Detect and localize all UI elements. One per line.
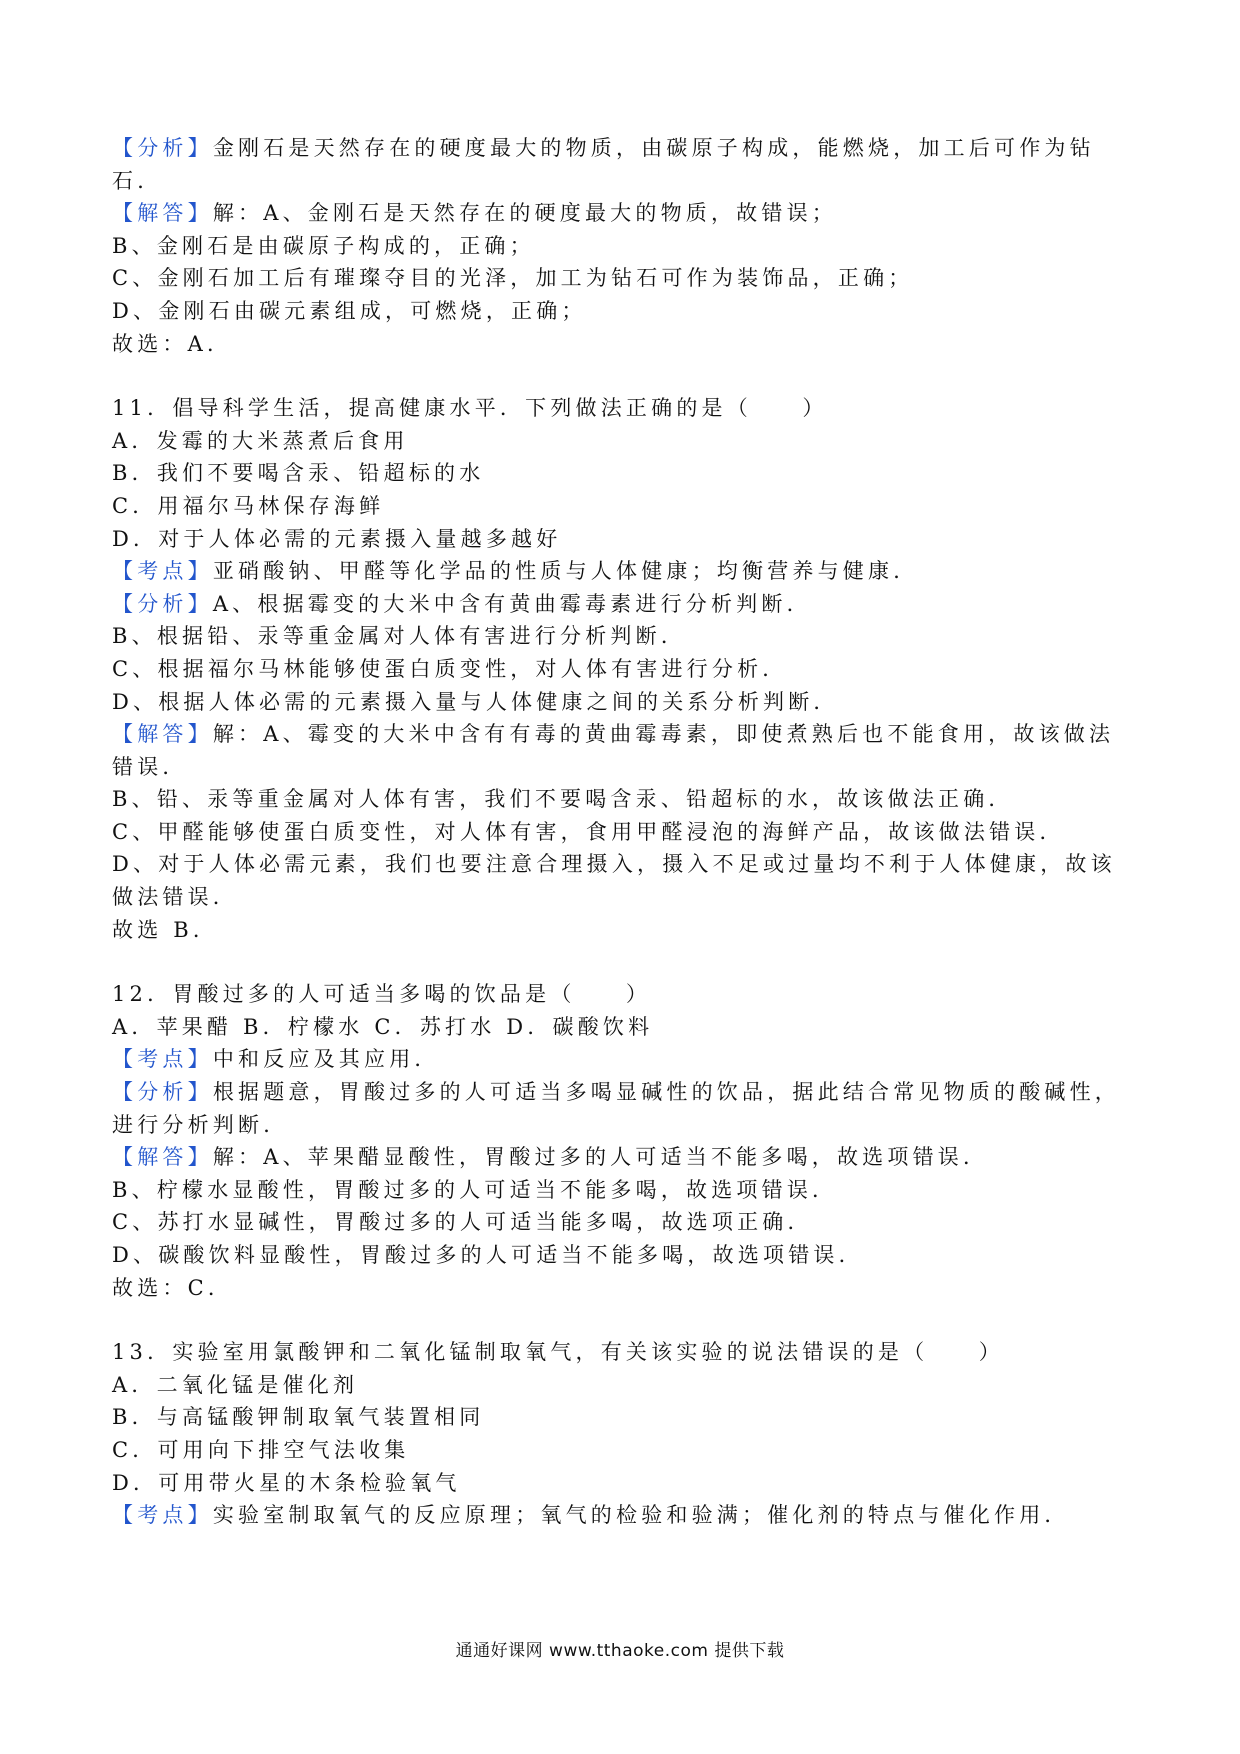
option-c: C．可用向下排空气法收集 [112, 1437, 410, 1462]
text-line: 【考点】实验室制取氧气的反应原理；氧气的检验和验满；催化剂的特点与催化作用． [112, 1503, 1070, 1528]
text-line: 【解答】解：A、金刚石是天然存在的硬度最大的物质，故错误； [112, 201, 837, 226]
text-line: C、苏打水显碱性，胃酸过多的人可适当能多喝，故选项正确． [112, 1210, 813, 1235]
option-d: D．可用带火星的木条检验氧气 [112, 1470, 461, 1495]
text-line: B、金刚石是由碳原子构成的，正确； [112, 233, 535, 258]
text-line: C、根据福尔马林能够使蛋白质变性，对人体有害进行分析． [112, 656, 788, 681]
text-line: B、根据铅、汞等重金属对人体有害进行分析判断． [112, 624, 687, 649]
text-line: D、碳酸饮料显酸性，胃酸过多的人可适当不能多喝，故选项错误． [112, 1243, 864, 1267]
question-11 [112, 392, 1132, 946]
options-row: A．苹果醋 B．柠檬水 C．苏打水 D．碳酸饮料 [112, 1014, 654, 1039]
option-a: A．二氧化锰是催化剂 [112, 1372, 359, 1397]
option-c: C．用福尔马林保存海鲜 [112, 493, 385, 518]
text-line: 故选：A． [112, 331, 233, 356]
knowledge-point-tag: 【考点】 [112, 559, 213, 584]
text-line: 【解答】解：A、霉变的大米中含有有毒的黄曲霉毒素，即使煮熟后也不能食用，故该做法 [112, 722, 1115, 747]
text-line: C、金刚石加工后有璀璨夺目的光泽，加工为钻石可作为装饰品，正确； [112, 266, 914, 291]
question-stem: 12．胃酸过多的人可适当多喝的饮品是（ ） [112, 982, 652, 1007]
text-line: 【分析】根据题意，胃酸过多的人可适当多喝显碱性的饮品，据此结合常见物质的酸碱性， [112, 1080, 1121, 1105]
text-line: 【分析】金刚石是天然存在的硬度最大的物质，由碳原子构成，能燃烧，加工后可作为钻 [112, 136, 1095, 160]
answer-tag: 【解答】 [112, 722, 213, 747]
text-line: 【考点】中和反应及其应用． [112, 1047, 440, 1072]
text-line: D、根据人体必需的元素摄入量与人体健康之间的关系分析判断． [112, 689, 839, 714]
text-line: B、铅、汞等重金属对人体有害，我们不要喝含汞、铅超标的水，故该做法正确． [112, 787, 1014, 812]
text-line: 石． [112, 168, 163, 193]
text-line: 【分析】A、根据霉变的大米中含有黄曲霉毒素进行分析判断． [112, 591, 812, 616]
analysis-tag: 【分析】 [112, 1080, 213, 1105]
text-line: B、柠檬水显酸性，胃酸过多的人可适当不能多喝，故选项错误． [112, 1177, 838, 1202]
option-b: B．我们不要喝含汞、铅超标的水 [112, 461, 485, 486]
text-line: D、金刚石由碳元素组成，可燃烧，正确； [112, 298, 587, 323]
analysis-tag: 【分析】 [112, 136, 213, 160]
text-line: 故选：C． [112, 1275, 234, 1300]
option-d: D．对于人体必需的元素摄入量越多越好 [112, 526, 562, 551]
option-a: A．发霉的大米蒸煮后食用 [112, 428, 409, 453]
answer-tag: 【解答】 [112, 1145, 213, 1170]
text-line: C、甲醛能够使蛋白质变性，对人体有害，食用甲醛浸泡的海鲜产品，故该做法错误． [112, 819, 1065, 844]
answer-tag: 【解答】 [112, 201, 213, 226]
analysis-tag: 【分析】 [112, 591, 213, 616]
question-13 [112, 1336, 1132, 1532]
text-line: 错误． [112, 754, 188, 779]
text-line: 做法错误． [112, 885, 238, 910]
question-stem: 11．倡导科学生活，提高健康水平．下列做法正确的是（ ） [112, 396, 828, 421]
text-line: 故选 B． [112, 917, 219, 942]
text-line: D、对于人体必需元素，我们也要注意合理摄入，摄入不足或过量均不利于人体健康，故该 [112, 852, 1116, 877]
document-body [112, 132, 1132, 1532]
question-12 [112, 978, 1132, 1304]
option-b: B．与高锰酸钾制取氧气装置相同 [112, 1405, 485, 1430]
text-line: 【考点】亚硝酸钠、甲醛等化学品的性质与人体健康；均衡营养与健康． [112, 559, 919, 584]
text-line: 【解答】解：A、苹果醋显酸性，胃酸过多的人可适当不能多喝，故选项错误． [112, 1145, 989, 1170]
knowledge-point-tag: 【考点】 [112, 1503, 213, 1528]
text-line: 进行分析判断． [112, 1112, 289, 1137]
page-footer: 通通好课网 www.tthaoke.com 提供下载 [455, 1641, 785, 1661]
question-stem: 13．实验室用氯酸钾和二氧化锰制取氧气，有关该实验的说法错误的是（ ） [112, 1340, 1004, 1365]
knowledge-point-tag: 【考点】 [112, 1047, 213, 1072]
answer-block-10 [112, 132, 1132, 360]
